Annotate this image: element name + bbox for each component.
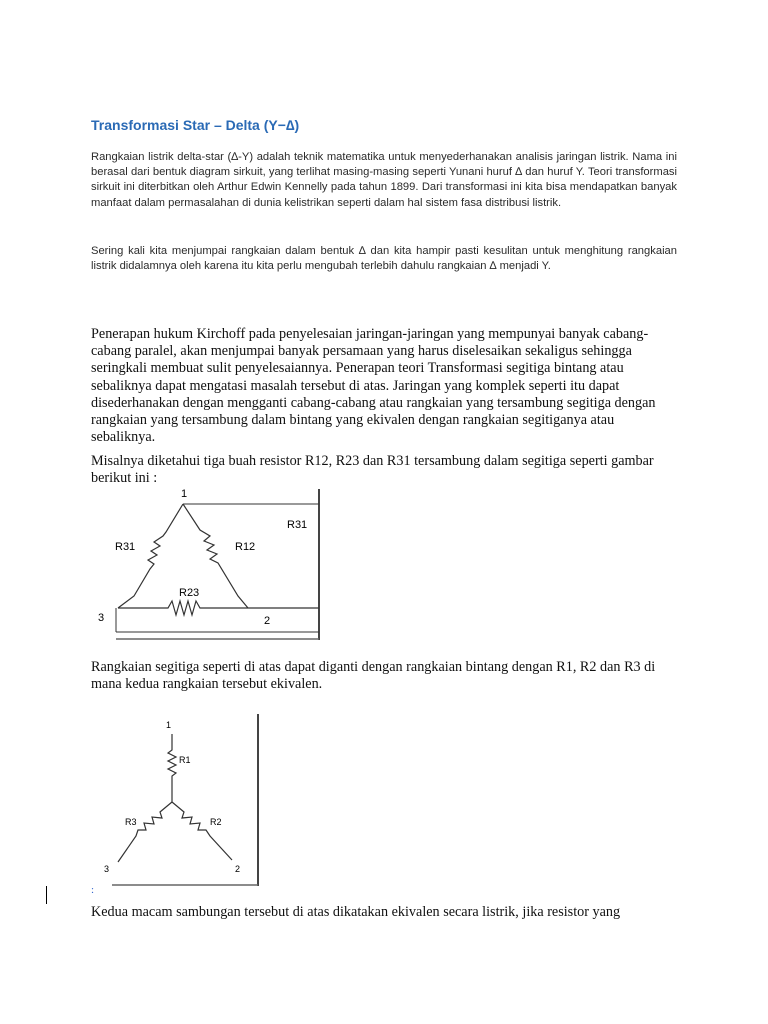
body-paragraph-kirchoff: Penerapan hukum Kirchoff pada penyelesaian jaringan-jaringan yang mempunyai banyak cabang-cabang paralel, akan menjumpai banyak persamaan yang harus diselesaikan sekaligus sehingga seringkali membuat sulit penyelesaiannya. Penerapan teori Transformasi segitiga bintang atau sebaliknya dapat mengatasi masalah tersebut di atas. Jaringan yang komplek seperti itu dapat disederhanakan dengan mengganti cabang-cabang atau rangkaian yang tersambung segitiga dengan rangkaian yang tersambung dalam bintang yang ekivalen dengan rangkaian segitiganya atau sebaliknya.: [91, 326, 656, 446]
star-r3-label: R3: [125, 817, 137, 827]
star-r2-label: R2: [210, 817, 222, 827]
delta-r23-label: R23: [179, 587, 200, 599]
intro-paragraph-2: Sering kali kita menjumpai rangkaian dalam bentuk ∆ dan kita hampir pasti kesulitan untuk menghitung rangkaian listrik didalamnya oleh karena itu kita perlu mengubah terlebih dahulu rangkaian ∆ menjadi Y.: [91, 245, 677, 273]
body-paragraph-equivalent: Rangkaian segitiga seperti di atas dapat diganti dengan rangkaian bintang dengan R1, R2 dan R3 di mana kedua rangkaian tersebut ekivalen.: [91, 659, 656, 693]
star-node-2: 2: [235, 864, 241, 874]
delta-circuit-figure: [88, 486, 328, 642]
star-r2-branch: [172, 802, 232, 860]
delta-bottom-branch: [118, 601, 319, 615]
star-r1-label: R1: [179, 755, 191, 765]
star-r3-branch: [118, 802, 172, 862]
star-node-3: 3: [104, 864, 110, 874]
star-node-1: 1: [166, 720, 172, 730]
delta-r31-side-label: R31: [287, 519, 308, 531]
star-circuit-figure: [92, 712, 264, 888]
delta-node-1: 1: [181, 488, 188, 500]
delta-node-2: 2: [264, 615, 271, 627]
delta-left-branch: [118, 504, 183, 608]
anchor-link[interactable]: :: [91, 884, 95, 896]
intro-paragraph-1: Rangkaian listrik delta-star (∆-Y) adalah teknik matematika untuk menyederhanakan analisis jaringan listrik. Nama ini berasal dari bentuk diagram sirkuit, yang terlihat masing-masing seperti Yunani huruf ∆ dan huruf Y. Teori transformasi sirkuit ini diterbitkan oleh Arthur Edwin Kennelly pada tahun 1899. Dari transformasi ini kita bisa mendapatkan banyak manfaat dalam permasalahan di dunia kelistrikan seperti dalam hal sistem fasa distribusi listrik.: [91, 151, 677, 209]
delta-node-3: 3: [98, 612, 105, 624]
text-cursor: [46, 886, 47, 904]
star-r1-branch: [168, 734, 176, 802]
page-title: Transformasi Star – Delta (Y−∆): [91, 117, 300, 133]
body-paragraph-example: Misalnya diketahui tiga buah resistor R12, R23 dan R31 tersambung dalam segitiga seperti gambar berikut ini :: [91, 453, 654, 487]
delta-r31-label: R31: [115, 541, 136, 553]
body-paragraph-closing: Kedua macam sambungan tersebut di atas dikatakan ekivalen secara listrik, jika resistor yang: [91, 904, 621, 920]
delta-r12-label: R12: [235, 541, 256, 553]
